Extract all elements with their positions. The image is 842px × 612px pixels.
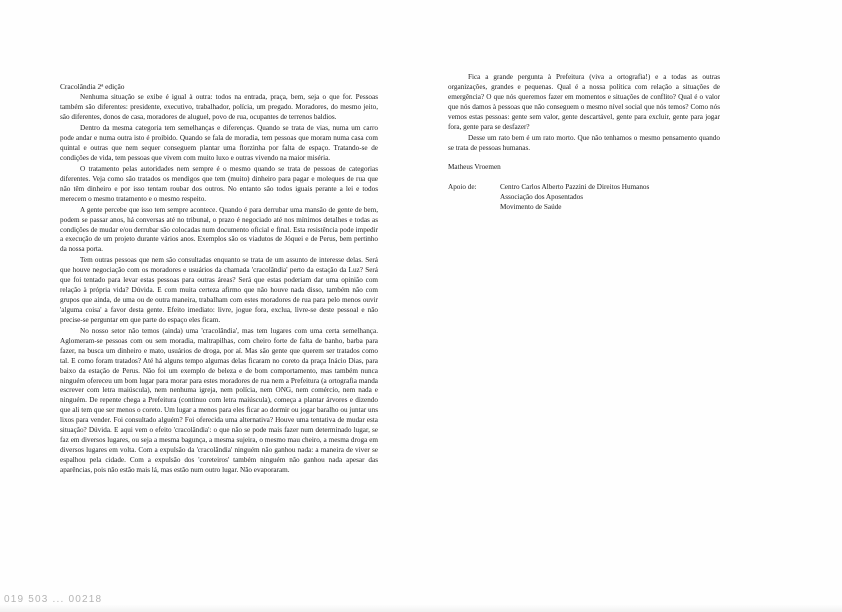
paragraph: A gente percebe que isso tem sempre acontece. Quando é para derrubar uma mansão de gente de bem, podem se passar anos, há conversas até no tribunal, o prazo é negociado até nos mínimos detalhes e todas as condições de mudar e/ou derrubar são colocadas num documento oficial e final. Esta resistência pode impedir a execução de um projeto durante vários anos. Exemplos são os viadutos de Jóquei e de Perus, bem pertinho da nossa porta. [60,205,378,254]
supporter-item: Movimento de Saúde [500,203,562,212]
archive-stamp: 019 503 ... 00218 [4,594,103,605]
support-block [448,183,720,213]
scan-edge [0,604,842,612]
paragraph: Tem outras pessoas que nem são consultadas enquanto se trata de um assunto de interesse delas. Será que houve negociação com os moradores e usuários da chamada 'cracolândia' perto da estação da Luz? Será que foi tentado para levar estas pessoas para outras áreas? Será que estas poderiam dar uma opinião com relação à própria vida? Dúvida. E com muita certeza afirmo que não houve nada disso, também não com grupos que ainda, de uma ou de outra maneira, trabalham com estes moradores de rua para pelo menos ouvir 'alguma coisa' a favor desta gente. Efeito imediato: livre, jogue fora, exclua, livre-se deste pessoal e não precise-se perguntar em que parte do espaço eles ficam. [60,256,378,324]
right-column [448,73,720,213]
author-name: Matheus Vroemen [448,163,501,172]
left-column [60,82,378,477]
paragraph: Dentro da mesma categoria tem semelhanças e diferenças. Quando se trata de vias, numa um carro pode andar e numa outra isto é proibido. Quando se fala de moradia, tem pessoas que moram numa casa com quintal e outras que nem sequer conseguem plantar uma florzinha por falta de espaço. Tratando-se de condições de vida, tem pessoas que vivem com muito luxo e outras vivendo na maior miséria. [60,124,378,162]
paragraph: Fica a grande pergunta à Prefeitura (viva a ortografia!) e a todas as outras organizações, grandes e pequenas. Qual é a nossa política com relação a situações de emergência? O que nós queremos fazer em momentos e situações de conflito? Qual é o valor que nós damos à pessoas que não conseguem o mesmo nível social que nós temos? Como nós vemos estas pessoas: gente sem valor, gente descartável, gente para excluir, gente para jogar fora, gente para se desfazer? [448,73,720,131]
paragraph: Desse um rato bem é um rato morto. Que não tenhamos o mesmo pensamento quando se trata de pessoas humanas. [448,133,720,152]
supporter-item: Associação dos Aposentados [500,193,584,202]
paragraph: O tratamento pelas autoridades nem sempre é o mesmo quando se trata de pessoas de categorias diferentes. Veja como são tratados os mendigos que tem (muito) dinheiro para pagar e moleques de rua que não têm dinheiro e por isso tentam roubar dos outros. No entanto são todos iguais perante a lei e todos merecem o mesmo tratamento e o mesmo respeito. [60,164,378,203]
document-title: Cracolândia 2ª edição [60,82,125,91]
supporter-item: Centro Carlos Alberto Pazzini de Direitos Humanos [500,183,650,192]
support-label: Apoio de: [448,183,477,192]
paragraph: Nenhuma situação se exibe é igual à outra: todos na entrada, praça, bem, seja o que for. Pessoas também são diferentes: presidente, executivo, trabalhador, polícia, um pregado. Moradores, do mesmo jeito, são diferentes, donos de casa, moradores de aluguel, povo de rua, ocupantes de terrenos baldios. [60,93,378,121]
supporters-list [488,183,649,213]
paragraph: No nosso setor não temos (ainda) uma 'cracolândia', mas tem lugares com uma certa semelhança. Aglomeram-se pessoas com ou sem moradia, maltrapilhas, com cheiro forte de falta de banho, barba para fazer, na busca um dinheiro e mato, usuários de droga, por aí. Mas são gente que querem ser tratados como tal. E como foram tratados? Até há alguns tempo algumas delas ficaram no coreto da praça Inácio Dias, para baixo da estação de Perus. Não foi um exemplo de beleza e de bom comportamento, mas também nunca ninguém ofereceu um bom lugar para morar para estes moradores de rua nem a Prefeitura (a ortografia manda escrever com letra maiúscula), nem nenhuma igreja, nem polícia, nem ONG, nem comércio, nem nada e ninguém. De repente chega a Prefeitura (continuo com letra maiúscula), começa a plantar árvores e dizendo que ali tem que ser menos o coreto. Um lugar a menos para eles ficar ao dormir ou jogar baralho ou juntar uns lixos para vender. Foi consultado alguém? Foi oferecida uma alternativa? Houve uma tentativa de mudar esta situação? Dúvida. E aqui vem o efeito 'cracolândia': o que não se pode mais fazer num determinado lugar, se faz em diversos lugares, ou seja a mesma bagunça, a mesma sujeira, o mesmo mau cheiro, a mesma droga em diversos lugares em volta. Com a expulsão da 'cracolândia' ninguém não ganhou nada: a maneira de viver se espalhou pela cidade. Com a expulsão dos 'coreteiros' também ninguém não ganhou nada apesar das aparências, pois não estão mais lá, mas estão num outro lugar. Não evaporaram. [60,326,378,474]
